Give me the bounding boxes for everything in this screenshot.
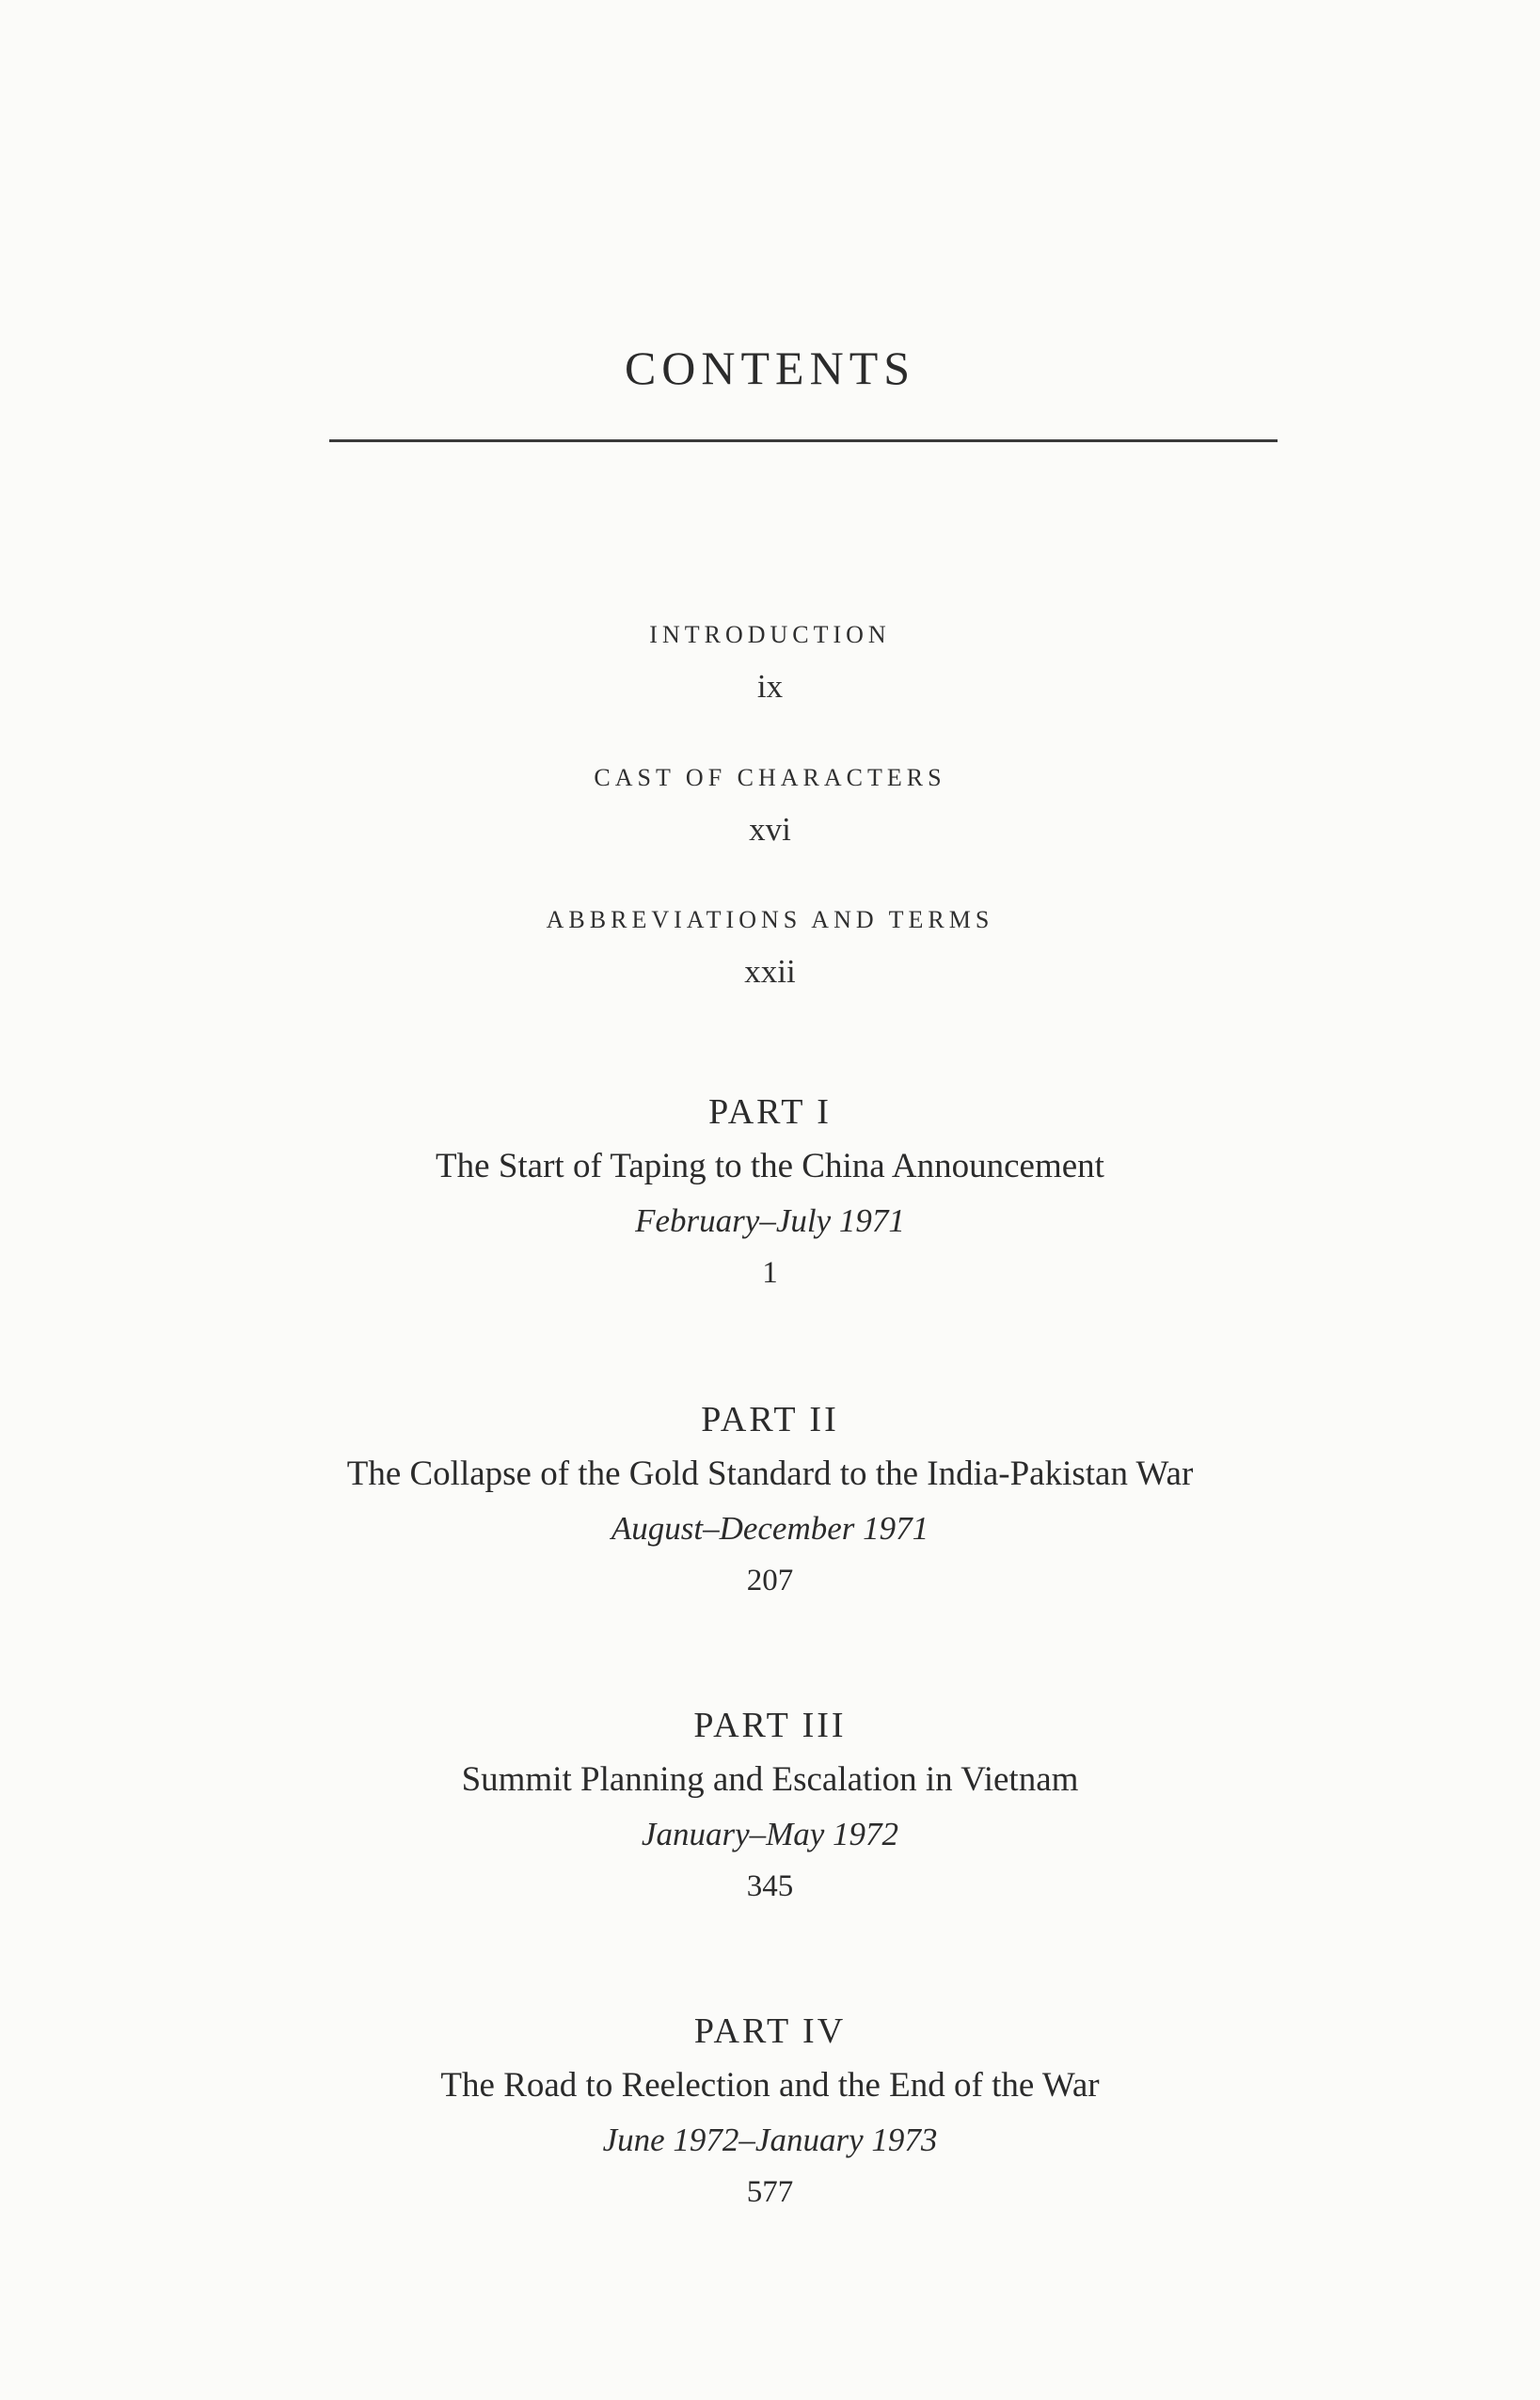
part-title: Summit Planning and Escalation in Vietnam — [461, 1760, 1079, 1799]
part-title: The Collapse of the Gold Standard to the India-Pakistan War — [346, 1454, 1194, 1493]
page-title: CONTENTS — [624, 342, 916, 394]
part-label: PART IV — [693, 2011, 847, 2051]
part-dates: February–July 1971 — [635, 1202, 905, 1239]
part-dates: January–May 1972 — [641, 1816, 899, 1852]
toc-entry-label: INTRODUCTION — [649, 621, 891, 648]
title-rule — [329, 439, 1278, 442]
part-dates: August–December 1971 — [611, 1510, 929, 1547]
toc-entry-page: ix — [756, 668, 784, 705]
toc-entry-abbreviations[interactable] — [0, 908, 1540, 988]
part-title: The Road to Reelection and the End of the War — [440, 2066, 1100, 2105]
toc-entry-label: ABBREVIATIONS AND TERMS — [546, 906, 994, 933]
part-page: 577 — [746, 2175, 794, 2209]
part-page: 207 — [746, 1564, 794, 1597]
part-page: 345 — [746, 1869, 794, 1903]
part-label: PART III — [693, 1706, 847, 1745]
part-label: PART II — [701, 1400, 839, 1439]
part-label: PART I — [708, 1092, 832, 1132]
part-page: 1 — [762, 1256, 778, 1290]
toc-part-2[interactable] — [0, 1402, 1540, 1597]
toc-entry-page: xvi — [749, 811, 791, 848]
toc-part-3[interactable] — [0, 1708, 1540, 1902]
toc-part-1[interactable] — [0, 1094, 1540, 1289]
toc-entry-introduction[interactable] — [0, 623, 1540, 703]
toc-entry-page: xxii — [744, 953, 796, 990]
part-title: The Start of Taping to the China Announcement — [436, 1147, 1104, 1185]
toc-part-4[interactable] — [0, 2013, 1540, 2208]
part-dates: June 1972–January 1973 — [602, 2122, 938, 2158]
toc-entry-label: CAST OF CHARACTERS — [594, 764, 946, 791]
toc-entry-cast-of-characters[interactable] — [0, 766, 1540, 846]
